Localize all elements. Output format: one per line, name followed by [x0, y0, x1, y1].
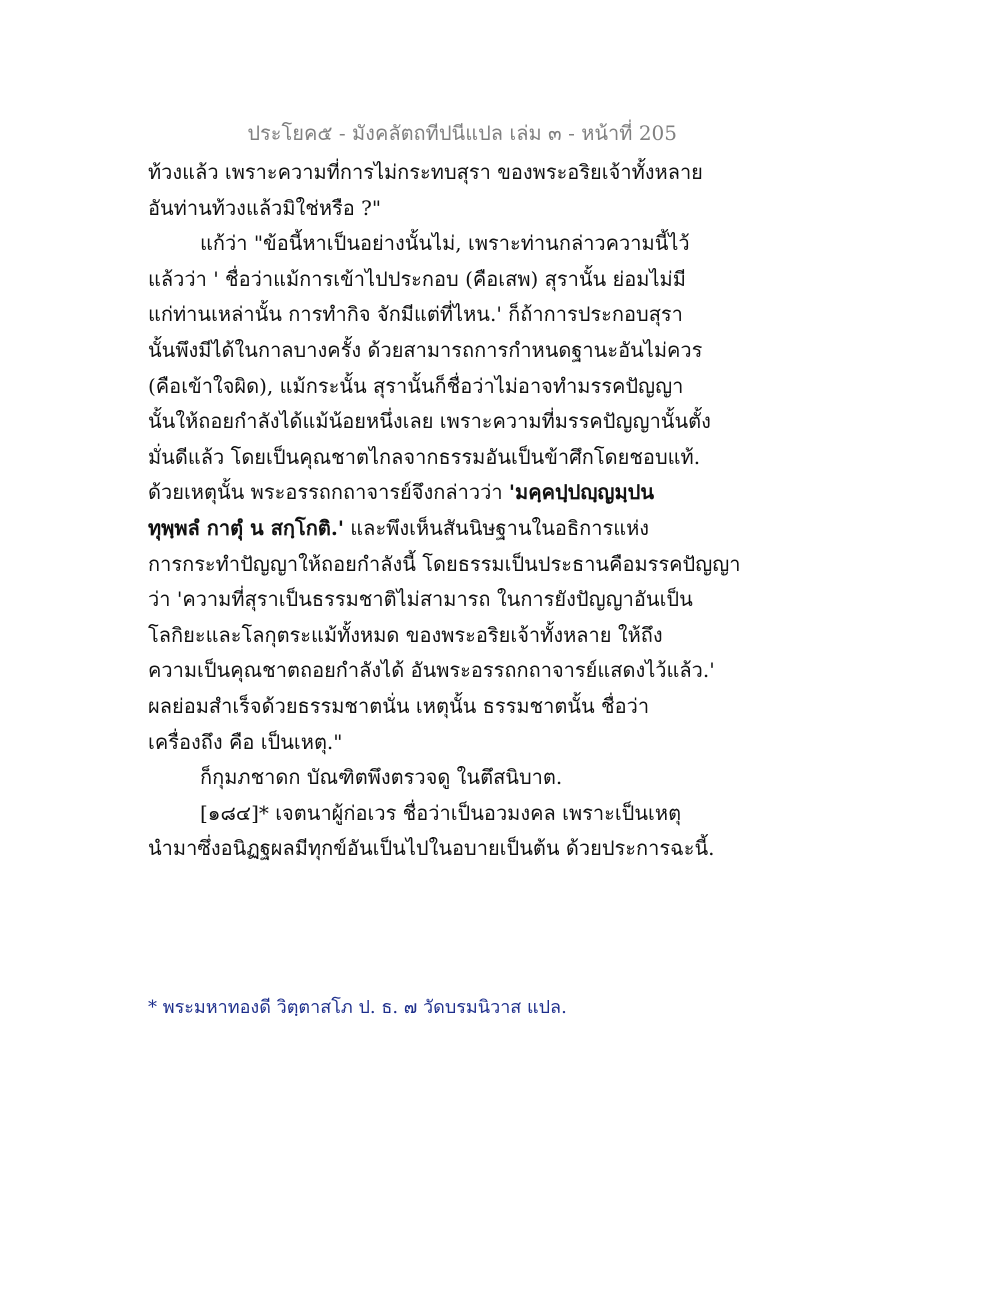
text-line: อันท่านท้วงแล้วมิใช่หรือ ?": [148, 195, 382, 220]
text-line: [148, 511, 708, 547]
text-line: นั้นพึงมีได้ในกาลบางครั้ง ด้วยสามารถการกำหนดฐานะอันไม่ควร: [148, 337, 703, 362]
paragraph-start-line: [๑๘๔]* เจตนาผู้ก่อเวร ชื่อว่าเป็นอวมงคล เพราะเป็นเหตุ: [200, 800, 682, 825]
text-line: โลกิยะและโลกุตระแม้ทั้งหมด ของพระอริยเจ้าทั้งหลาย ให้ถึง: [148, 622, 663, 647]
paragraph-start-line: แก้ว่า "ข้อนี้หาเป็นอย่างนั้นไม่, เพราะท่านกล่าวความนี้ไว้: [200, 231, 690, 256]
footnote: * พระมหาทองดี วิตฺตาสโภ ป. ธ. ๗ วัดบรมนิวาส แปล.: [148, 997, 567, 1018]
body-text: [148, 155, 741, 867]
text-line: นั้นให้ถอยกำลังได้แม้น้อยหนึ่งเลย เพราะความที่มรรคปัญญานั้นตั้ง: [148, 409, 711, 434]
text-segment: และพึงเห็นสันนิษฐานในอธิการแห่ง: [343, 515, 650, 540]
running-head: ประโยค๕ - มังคลัตถทีปนีแปล เล่ม ๓ - หน้าที่ 205: [247, 121, 677, 145]
text-line: นำมาซึ่งอนิฏฐผลมีทุกข์อันเป็นไปในอบายเป็นต้น ด้วยประการฉะนี้.: [148, 836, 715, 861]
text-line: มั่นดีแล้ว โดยเป็นคุณชาตไกลจากธรรมอันเป็นข้าศึกโดยชอบแท้.: [148, 444, 701, 469]
text-segment: ด้วยเหตุนั้น พระอรรถกถาจารย์จึงกล่าวว่า: [148, 480, 509, 505]
paragraph-start-line: ก็กุมภชาดก บัณฑิตพึงตรวจดู ในตึสนิบาต.: [200, 765, 563, 790]
text-line: ความเป็นคุณชาตถอยกำลังได้ อันพระอรรถกถาจารย์แสดงไว้แล้ว.': [148, 658, 715, 683]
text-line: แล้วว่า ' ชื่อว่าแม้การเข้าไปประกอบ (คือเสพ) สุรานั้น ย่อมไม่มี: [148, 266, 686, 291]
pali-quote: 'มคฺคปฺปญฺญมฺปน: [508, 480, 655, 505]
text-line: (คือเข้าใจผิด), แม้กระนั้น สุรานั้นก็ชื่อว่าไม่อาจทำมรรคปัญญา: [148, 373, 684, 398]
text-line: เครื่องถึง คือ เป็นเหตุ.": [148, 729, 343, 754]
text-line: การกระทำปัญญาให้ถอยกำลังนี้ โดยธรรมเป็นประธานคือมรรคปัญญา: [148, 551, 741, 576]
text-line: ผลย่อมสำเร็จด้วยธรรมชาตนั่น เหตุนั้น ธรรมชาตนั้น ชื่อว่า: [148, 693, 650, 718]
text-line: แก่ท่านเหล่านั้น การทำกิจ จักมีแต่ที่ไหน.' ก็ถ้าการประกอบสุรา: [148, 302, 683, 327]
text-line: [148, 475, 708, 511]
pali-quote: ทุพฺพลํ กาตุํ น สกฺโกติ.': [148, 515, 344, 540]
text-line: ท้วงแล้ว เพราะความที่การไม่กระทบสุรา ของพระอริยเจ้าทั้งหลาย: [148, 160, 703, 184]
text-line: ว่า 'ความที่สุราเป็นธรรมชาติไม่สามารถ ในการยังปัญญาอันเป็น: [148, 587, 693, 612]
